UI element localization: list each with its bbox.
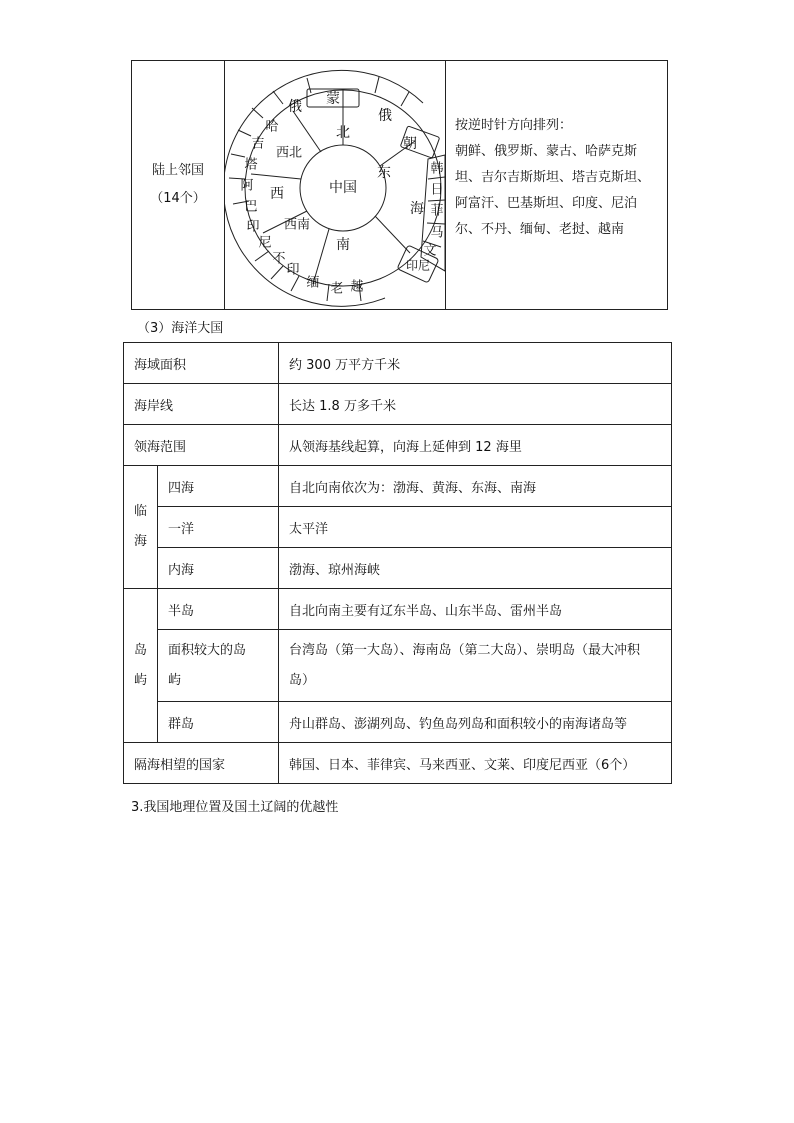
sea-indonesia: 印尼 (405, 258, 431, 273)
dir-west: 西 (270, 186, 284, 202)
neighbors-ring-diagram (225, 61, 445, 309)
row-label: 海域面积 (124, 343, 279, 384)
row-label-line: 屿 (168, 672, 182, 688)
sea-brunei: 文 (423, 243, 437, 259)
ring-bhutan: 不 (272, 251, 286, 267)
footer-heading: 3.我国地理位置及国土辽阔的优越性 (131, 800, 339, 815)
land-neighbors-label: 陆上邻国 (151, 163, 204, 178)
row-label: 一洋 (158, 507, 279, 548)
group-label: 岛 (133, 642, 147, 658)
dir-south: 南 (336, 237, 350, 253)
row-value: 长达 1.8 万多千米 (279, 384, 672, 425)
land-neighbors-label-cell (132, 61, 225, 310)
dir-northwest: 西北 (275, 145, 303, 161)
ring-vietnam: 越 (350, 279, 364, 295)
ring-korea: 朝 (403, 136, 417, 152)
table-row (124, 425, 672, 466)
ring-russia-ne: 俄 (378, 108, 392, 124)
ring-kazakhstan: 哈 (265, 119, 279, 135)
sea-malaysia: 马 (430, 225, 444, 241)
row-value: 韩国、日本、菲律宾、马来西亚、文莱、印度尼西亚（6个） (279, 743, 672, 784)
neighbors-description-line: 坦、吉尔吉斯斯坦、塔吉克斯坦、 (455, 170, 651, 185)
ring-myanmar-b: 印 (286, 262, 300, 278)
section-title: （3）海洋大国 (137, 321, 224, 336)
islands-group (124, 589, 158, 743)
ring-pakistan: 巴 (244, 199, 258, 215)
row-value (279, 630, 672, 702)
row-value: 太平洋 (279, 507, 672, 548)
ring-kyrgyzstan: 吉 (251, 136, 265, 152)
table-row (124, 589, 672, 630)
ring-mongolia: 蒙 (326, 91, 340, 107)
land-neighbors-table (131, 60, 668, 310)
center-label: 中国 (329, 180, 357, 196)
neighbors-description-line: 阿富汗、巴基斯坦、印度、尼泊 (455, 196, 638, 211)
row-label: 海岸线 (124, 384, 279, 425)
row-label: 领海范围 (124, 425, 279, 466)
row-label-line: 面积较大的岛 (168, 642, 247, 658)
sea-label: 海 (410, 201, 424, 217)
sea-japan: 日 (430, 182, 444, 198)
group-label: 临 (133, 504, 147, 519)
row-value-line: 台湾岛（第一大岛）、海南岛（第二大岛）、崇明岛（最大冲积 (289, 642, 641, 658)
table-row (124, 630, 672, 702)
row-value: 渤海、琼州海峡 (279, 548, 672, 589)
row-value: 从领海基线起算，向海上延伸到 12 海里 (279, 425, 672, 466)
sea-korea: 韩 (430, 161, 444, 177)
sea-philippines: 菲 (430, 203, 444, 219)
ring-afghanistan: 阿 (240, 178, 254, 194)
dir-north: 北 (336, 125, 350, 141)
outer-ring-arc (225, 70, 423, 306)
ring-tajikistan: 塔 (244, 157, 258, 173)
ocean-table (123, 342, 672, 784)
row-value: 约 300 万平方千米 (279, 343, 672, 384)
table-row (124, 384, 672, 425)
table-row (124, 743, 672, 784)
ring-russia-nw: 俄 (288, 99, 302, 115)
group-label: 海 (133, 534, 147, 549)
row-label: 内海 (158, 548, 279, 589)
row-value: 自北向南依次为：渤海、黄海、东海、南海 (279, 466, 672, 507)
neighbors-description-cell (446, 61, 668, 310)
row-label: 四海 (158, 466, 279, 507)
row-label: 半岛 (158, 589, 279, 630)
ring-india: 印 (246, 219, 260, 235)
table-row (124, 548, 672, 589)
neighbors-description-line: 尔、不丹、缅甸、老挝、越南 (455, 222, 625, 237)
row-label: 隔海相望的国家 (124, 743, 279, 784)
adjacent-seas-group (124, 466, 158, 589)
row-label: 群岛 (158, 702, 279, 743)
table-row (124, 507, 672, 548)
dir-east: 东 (377, 165, 391, 181)
neighbors-diagram-cell (225, 61, 446, 310)
group-label: 屿 (133, 672, 147, 688)
dir-southwest: 西南 (283, 217, 311, 233)
table-row (124, 343, 672, 384)
neighbors-description-line: 朝鲜、俄罗斯、蒙古、哈萨克斯 (455, 144, 638, 159)
row-value: 舟山群岛、澎湖列岛、钓鱼岛列岛和面积较小的南海诸岛等 (279, 702, 672, 743)
ring-myanmar: 缅 (306, 275, 320, 291)
neighbors-description-head: 按逆时针方向排列： (455, 118, 573, 133)
land-neighbors-count: （14个） (150, 191, 206, 206)
ring-nepal: 尼 (258, 235, 272, 251)
row-value-line: 岛） (289, 672, 316, 688)
ring-laos: 老 (330, 281, 344, 297)
row-label (158, 630, 279, 702)
row-value: 自北向南主要有辽东半岛、山东半岛、雷州半岛 (279, 589, 672, 630)
table-row (124, 702, 672, 743)
table-row (124, 466, 672, 507)
